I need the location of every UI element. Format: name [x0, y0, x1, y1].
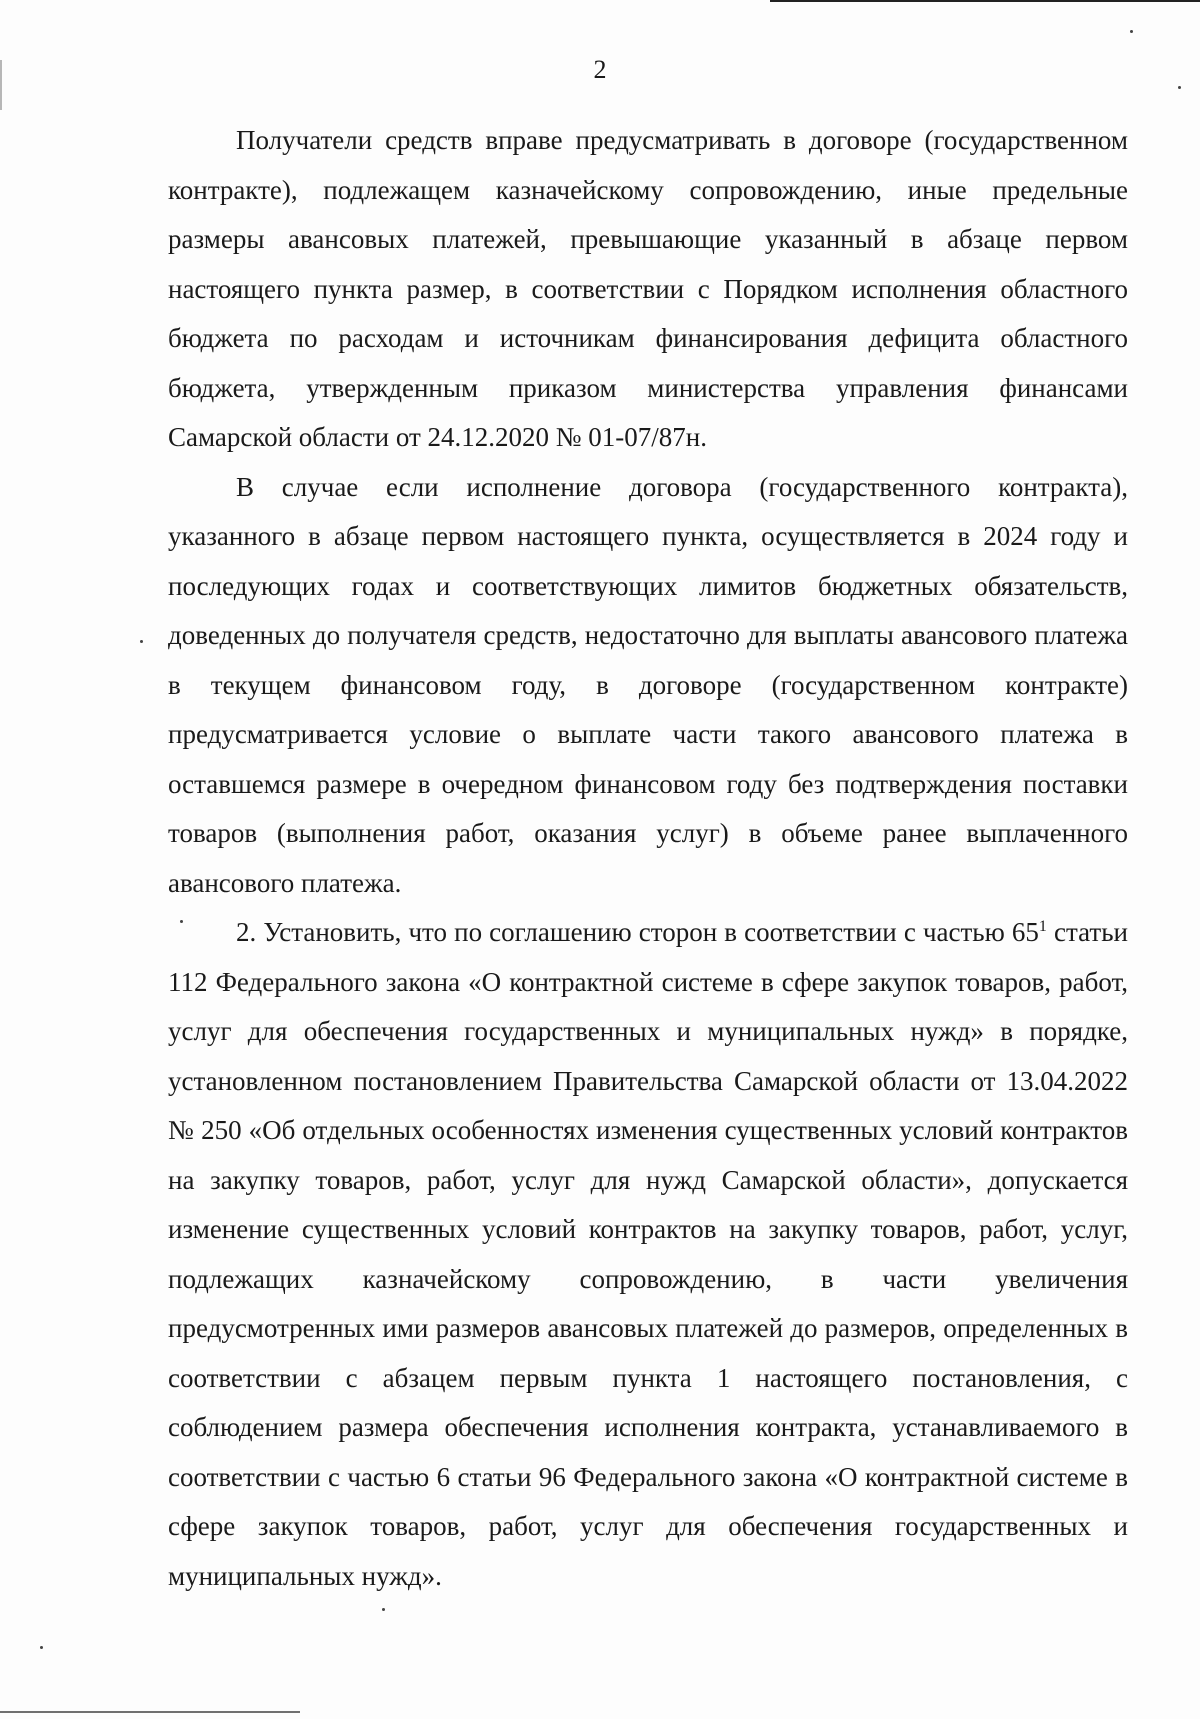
scan-speck	[1178, 86, 1181, 89]
superscript-part-number: 1	[1038, 918, 1047, 935]
scan-edge-line-top	[770, 0, 1200, 2]
scan-speck	[40, 1646, 43, 1649]
document-body	[168, 116, 1128, 1601]
scan-speck	[1130, 30, 1133, 33]
scan-speck	[382, 1608, 385, 1611]
scan-speck	[140, 640, 143, 643]
paragraph-item-2	[168, 908, 1128, 1601]
scan-edge-line-bottom	[0, 1711, 300, 1713]
paragraph-next-year-payment: В случае если исполнение договора (государственного контракта), указанного в абзаце первом настоящего пункта, осуществляется в 2024 году и последующих годах и соответствующих лимитов бюджетных обязательств, доведенных до получателя средств, недостаточно для выплаты авансового платежа в текущем финансовом году, в договоре (государственном контракте) предусматривается условие о выплате части такого авансового платежа в оставшемся размере в очередном финансовом году без подтверждения поставки товаров (выполнения работ, оказания услуг) в объеме ранее выплаченного авансового платежа.	[168, 471, 1128, 898]
paragraph-advance-payment-limits: Получатели средств вправе предусматривать в договоре (государственном контракте), подлежащем казначейскому сопровождению, иные предельные размеры авансовых платежей, превышающие указанный в абзаце первом настоящего пункта размер, в соответствии с Порядком исполнения областного бюджета по расходам и источникам финансирования дефицита областного бюджета, утвержденным приказом министерства управления финансами Самарской области от 24.12.2020 № 01-07/87н.	[168, 125, 1128, 452]
paragraph-item-2-rest: статьи 112 Федерального закона «О контрактной системе в сфере закупок товаров, работ, услуг для обеспечения государственных и муниципальных нужд» в порядке, установленном постановлением Правительства Самарской области от 13.04.2022 № 250 «Об отдельных особенностях изменения существенных условий контрактов на закупку товаров, работ, услуг для нужд Самарской области», допускается изменение существенных условий контрактов на закупку товаров, работ, услуг, подлежащих казначейскому сопровождению, в части увеличения предусмотренных ими размеров авансовых платежей до размеров, определенных в соответствии с абзацем первым пункта 1 настоящего постановления, с соблюдением размера обеспечения исполнения контракта, устанавливаемого в соответствии с частью 6 статьи 96 Федерального закона «О контрактной системе в сфере закупок товаров, работ, услуг для обеспечения государственных и муниципальных нужд».	[168, 917, 1128, 1591]
page-number: 2	[593, 55, 607, 84]
paragraph-item-2-start: 2. Установить, что по соглашению сторон в соответствии с частью 65	[236, 917, 1039, 947]
